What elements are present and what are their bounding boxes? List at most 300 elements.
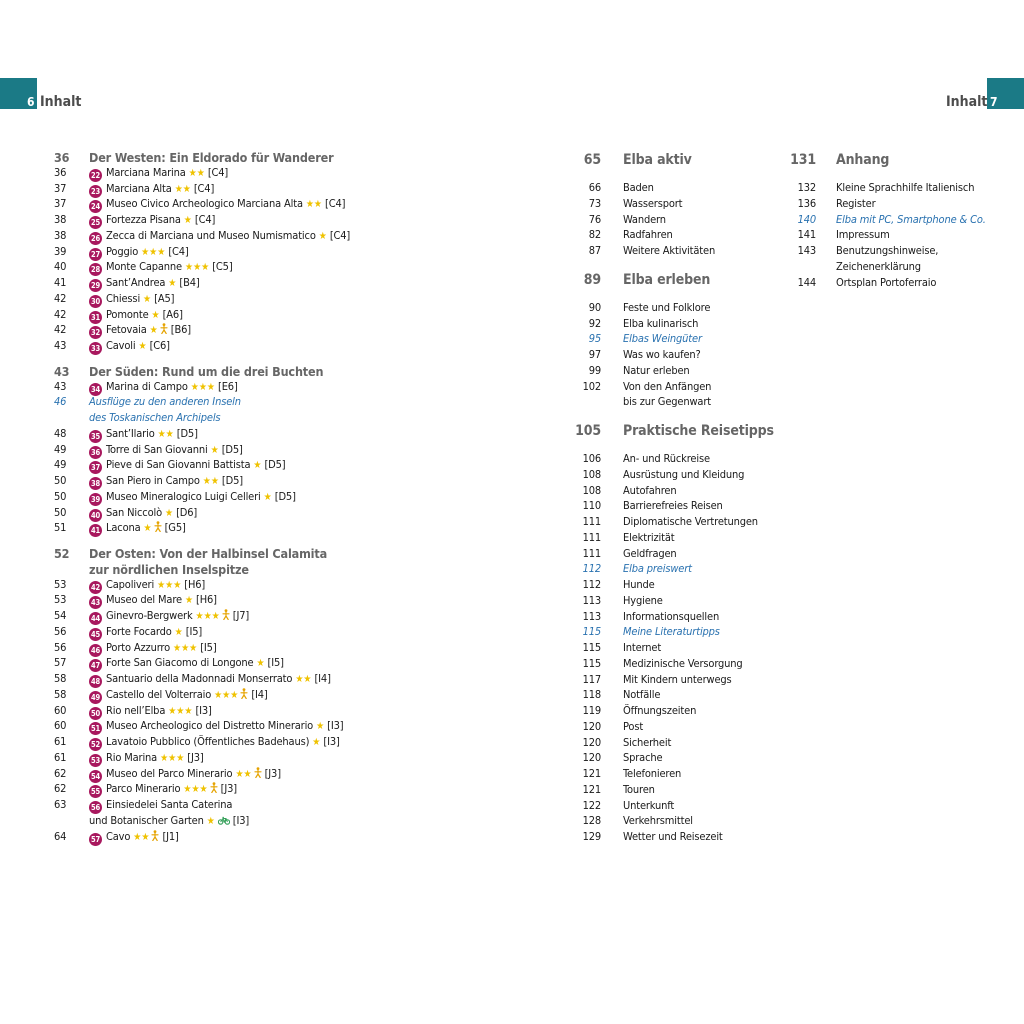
entry-title bbox=[623, 484, 676, 498]
entry-title bbox=[623, 688, 660, 702]
page-number: 144 bbox=[797, 276, 816, 289]
entry-text: Was wo kaufen? bbox=[623, 348, 701, 361]
entry-title bbox=[89, 641, 217, 657]
page-number: 39 bbox=[54, 245, 67, 258]
page-number: 111 bbox=[582, 547, 601, 560]
entry-title bbox=[89, 427, 198, 443]
entry-text: Der Osten: Von der Halbinsel Calamita bbox=[89, 546, 328, 561]
entry-title bbox=[623, 271, 710, 289]
numbered-circle-icon: 22 bbox=[90, 171, 101, 180]
entry-title bbox=[89, 704, 212, 720]
walking-figure-icon bbox=[240, 688, 248, 701]
entry-title bbox=[623, 380, 711, 394]
entry-title bbox=[623, 468, 744, 482]
entry-text: Ortsplan Portoferraio bbox=[836, 276, 937, 289]
entry-text: Unterkunft bbox=[623, 799, 675, 812]
entry-text: Museo Mineralogico Luigi Celleri bbox=[106, 490, 261, 503]
star-icon: ★ bbox=[183, 215, 192, 226]
entry-text: Elba aktiv bbox=[623, 152, 692, 168]
entry-title bbox=[89, 276, 200, 292]
entry-title bbox=[623, 395, 711, 409]
star-icon: ★ bbox=[174, 627, 183, 638]
page-number: 117 bbox=[582, 673, 601, 686]
page-number: 65 bbox=[583, 152, 601, 168]
entry-title bbox=[623, 317, 698, 331]
star-icon: ★★ bbox=[305, 199, 322, 210]
star-icon: ★★ bbox=[295, 674, 312, 685]
entry-title bbox=[623, 332, 702, 346]
page-number: 129 bbox=[582, 830, 601, 843]
entry-title bbox=[89, 182, 214, 198]
numbered-circle-icon: 30 bbox=[90, 297, 101, 306]
page-number: 54 bbox=[54, 609, 67, 622]
entry-title bbox=[89, 767, 281, 783]
page-number: 63 bbox=[54, 798, 67, 811]
entry-text: Wetter und Reisezeit bbox=[623, 830, 723, 843]
page-number: 36 bbox=[54, 166, 67, 179]
star-icon: ★ bbox=[138, 341, 147, 352]
numbered-circle-icon: 24 bbox=[90, 202, 101, 211]
walking-figure-icon bbox=[254, 767, 262, 780]
page-number: 50 bbox=[54, 490, 67, 503]
page-number: 58 bbox=[54, 688, 67, 701]
page-number: 38 bbox=[54, 229, 67, 242]
numbered-circle-icon: 26 bbox=[90, 234, 101, 243]
star-icon: ★ bbox=[165, 508, 174, 519]
numbered-circle-icon: 39 bbox=[90, 495, 101, 504]
map-grid-reference: [A6] bbox=[162, 308, 183, 321]
entry-title bbox=[623, 704, 696, 718]
page-number: 60 bbox=[54, 719, 67, 732]
page-number: 43 bbox=[54, 380, 67, 393]
entry-title bbox=[89, 245, 189, 261]
entry-title bbox=[836, 151, 889, 169]
entry-title bbox=[623, 641, 661, 655]
entry-title bbox=[623, 610, 719, 624]
map-grid-reference: [I4] bbox=[251, 688, 268, 701]
map-grid-reference: [I5] bbox=[267, 656, 284, 669]
entry-text: Forte San Giacomo di Longone bbox=[106, 656, 254, 669]
entry-title bbox=[89, 562, 249, 578]
entry-text: Sant’Andrea bbox=[106, 276, 166, 289]
entry-text: Zecca di Marciana und Museo Numismatico bbox=[106, 229, 316, 242]
map-grid-reference: [C5] bbox=[212, 260, 233, 273]
page-number: 56 bbox=[54, 625, 67, 638]
entry-title bbox=[89, 292, 174, 308]
entry-text: Marciana Alta bbox=[106, 182, 172, 195]
entry-title bbox=[623, 720, 643, 734]
page-number: 52 bbox=[54, 546, 70, 561]
page-number-right: 7 bbox=[990, 95, 998, 109]
entry-title bbox=[623, 814, 693, 828]
entry-title bbox=[89, 229, 350, 245]
star-icon: ★ bbox=[143, 294, 152, 305]
entry-text: bis zur Gegenwart bbox=[623, 395, 711, 408]
star-icon: ★ bbox=[256, 658, 265, 669]
entry-title bbox=[623, 228, 673, 242]
page-number: 128 bbox=[582, 814, 601, 827]
numbered-circle-icon: 51 bbox=[90, 724, 101, 733]
entry-text: Rio nell’Elba bbox=[106, 704, 166, 717]
entry-title bbox=[89, 688, 268, 704]
entry-text: Parco Minerario bbox=[106, 782, 181, 795]
map-grid-reference: [I3] bbox=[323, 735, 340, 748]
entry-text: Register bbox=[836, 197, 876, 210]
numbered-circle-icon: 56 bbox=[90, 803, 101, 812]
entry-text: Mit Kindern unterwegs bbox=[623, 673, 732, 686]
entry-title bbox=[89, 830, 179, 846]
numbered-circle-icon: 25 bbox=[90, 218, 101, 227]
map-grid-reference: [J1] bbox=[162, 830, 179, 843]
entry-text: Wandern bbox=[623, 213, 666, 226]
entry-text: Elba mit PC, Smartphone & Co. bbox=[836, 213, 986, 226]
star-icon: ★★ bbox=[202, 476, 219, 487]
page-number: 42 bbox=[54, 292, 67, 305]
page-number: 89 bbox=[583, 272, 601, 288]
page-number: 46 bbox=[54, 395, 67, 408]
page-number: 99 bbox=[588, 364, 601, 377]
entry-text: Diplomatische Vertretungen bbox=[623, 515, 758, 528]
entry-text: Meine Literaturtipps bbox=[623, 625, 720, 638]
entry-text: Informationsquellen bbox=[623, 610, 720, 623]
page-number: 50 bbox=[54, 506, 67, 519]
entry-title bbox=[89, 150, 334, 166]
page-number: 51 bbox=[54, 521, 67, 534]
entry-title bbox=[89, 411, 220, 425]
entry-text: Museo Archeologico del Distretto Minerario bbox=[106, 719, 314, 732]
entry-title bbox=[623, 594, 663, 608]
entry-title bbox=[623, 625, 720, 639]
entry-title bbox=[623, 197, 682, 211]
entry-text: Fortezza Pisana bbox=[106, 213, 181, 226]
page-number: 40 bbox=[54, 260, 67, 273]
entry-title bbox=[89, 474, 243, 490]
page-number: 36 bbox=[54, 150, 70, 165]
map-grid-reference: [C4] bbox=[325, 197, 346, 210]
star-icon: ★★★ bbox=[214, 690, 239, 701]
entry-title bbox=[89, 339, 170, 355]
entry-text: Natur erleben bbox=[623, 364, 690, 377]
entry-title bbox=[623, 151, 692, 169]
entry-title bbox=[623, 578, 655, 592]
numbered-circle-icon: 34 bbox=[90, 385, 101, 394]
page-number: 121 bbox=[582, 783, 601, 796]
page-number: 50 bbox=[54, 474, 67, 487]
entry-text: Radfahren bbox=[623, 228, 673, 241]
map-grid-reference: [I4] bbox=[314, 672, 331, 685]
entry-text: Anhang bbox=[836, 152, 890, 168]
entry-text: An- und Rückreise bbox=[623, 452, 710, 465]
numbered-circle-icon: 50 bbox=[90, 709, 101, 718]
entry-title bbox=[623, 547, 677, 561]
entry-title bbox=[89, 719, 344, 735]
page-number: 119 bbox=[582, 704, 601, 717]
entry-text: Museo del Mare bbox=[106, 593, 182, 606]
entry-title bbox=[89, 814, 249, 829]
page-number: 113 bbox=[582, 594, 601, 607]
numbered-circle-icon: 32 bbox=[90, 328, 101, 337]
entry-text: Elektrizität bbox=[623, 531, 675, 544]
entry-title bbox=[89, 609, 249, 625]
star-icon: ★★ bbox=[174, 184, 191, 195]
walking-figure-icon bbox=[154, 521, 162, 534]
running-title-left: Inhalt bbox=[40, 94, 82, 110]
entry-text: Elbas Weingüter bbox=[623, 332, 702, 345]
entry-title bbox=[623, 531, 674, 545]
page-number: 73 bbox=[588, 197, 601, 210]
entry-text: Lacona bbox=[106, 521, 141, 534]
page-number: 56 bbox=[54, 641, 67, 654]
entry-text: Forte Focardo bbox=[106, 625, 172, 638]
star-icon: ★ bbox=[168, 278, 177, 289]
entry-text: Impressum bbox=[836, 228, 890, 241]
page-number: 41 bbox=[54, 276, 67, 289]
walking-figure-icon bbox=[222, 609, 230, 622]
entry-text: Torre di San Giovanni bbox=[106, 443, 208, 456]
entry-text: Telefonieren bbox=[623, 767, 682, 780]
star-icon: ★★★ bbox=[195, 611, 220, 622]
entry-text: Zeichenerklärung bbox=[836, 260, 921, 273]
star-icon: ★ bbox=[318, 231, 327, 242]
page-number: 62 bbox=[54, 767, 67, 780]
entry-text: Sicherheit bbox=[623, 736, 672, 749]
entry-text: Marina di Campo bbox=[106, 380, 188, 393]
entry-title bbox=[836, 228, 890, 242]
entry-text: Der Süden: Rund um die drei Buchten bbox=[89, 364, 324, 379]
numbered-circle-icon: 38 bbox=[90, 479, 101, 488]
entry-text: Hygiene bbox=[623, 594, 663, 607]
entry-text: Pieve di San Giovanni Battista bbox=[106, 458, 251, 471]
entry-title bbox=[89, 458, 286, 474]
page-number: 49 bbox=[54, 458, 67, 471]
page-number: 113 bbox=[582, 610, 601, 623]
page-number: 120 bbox=[582, 736, 601, 749]
entry-text: Marciana Marina bbox=[106, 166, 186, 179]
page-number: 108 bbox=[582, 484, 601, 497]
star-icon: ★ bbox=[143, 523, 152, 534]
entry-text: Monte Capanne bbox=[106, 260, 182, 273]
entry-title bbox=[836, 260, 921, 274]
entry-text: Castello del Volterraio bbox=[106, 688, 212, 701]
entry-text: Lavatoio Pubblico (Öffentliches Badehaus) bbox=[106, 735, 310, 748]
page-number: 102 bbox=[582, 380, 601, 393]
entry-text: Hunde bbox=[623, 578, 655, 591]
entry-title bbox=[623, 515, 758, 529]
numbered-circle-icon: 57 bbox=[90, 835, 101, 844]
entry-title bbox=[836, 181, 974, 195]
numbered-circle-icon: 44 bbox=[90, 614, 101, 623]
page-number: 92 bbox=[588, 317, 601, 330]
entry-text: San Niccolò bbox=[106, 506, 163, 519]
numbered-circle-icon: 49 bbox=[90, 693, 101, 702]
page-number: 61 bbox=[54, 735, 67, 748]
entry-title bbox=[623, 244, 715, 258]
numbered-circle-icon: 31 bbox=[90, 313, 101, 322]
map-grid-reference: [J3] bbox=[220, 782, 237, 795]
map-grid-reference: [I3] bbox=[327, 719, 344, 732]
entry-title bbox=[89, 546, 327, 562]
entry-text: Chiessi bbox=[106, 292, 141, 305]
star-icon: ★★★ bbox=[157, 580, 182, 591]
entry-title bbox=[623, 830, 723, 844]
map-grid-reference: [C4] bbox=[168, 245, 189, 258]
page-number: 62 bbox=[54, 782, 67, 795]
bicycle-icon bbox=[218, 816, 230, 827]
running-title-right: Inhalt bbox=[946, 94, 988, 110]
entry-title bbox=[89, 506, 197, 522]
entry-title bbox=[623, 767, 681, 781]
entry-title bbox=[623, 736, 671, 750]
map-grid-reference: [I5] bbox=[200, 641, 217, 654]
map-grid-reference: [H6] bbox=[196, 593, 217, 606]
page-number: 110 bbox=[582, 499, 601, 512]
entry-text: Porto Azzurro bbox=[106, 641, 170, 654]
entry-text: Verkehrsmittel bbox=[623, 814, 693, 827]
entry-title bbox=[89, 364, 323, 380]
entry-title bbox=[623, 181, 654, 195]
numbered-circle-icon: 45 bbox=[90, 630, 101, 639]
entry-text: Barrierefreies Reisen bbox=[623, 499, 723, 512]
entry-title bbox=[89, 308, 183, 324]
entry-title bbox=[89, 735, 340, 751]
entry-title bbox=[89, 593, 217, 609]
entry-title bbox=[89, 521, 186, 537]
entry-text: Touren bbox=[623, 783, 655, 796]
entry-text: Ginevro-Bergwerk bbox=[106, 609, 193, 622]
walking-figure-icon bbox=[151, 830, 159, 843]
map-grid-reference: [B6] bbox=[170, 323, 191, 336]
entry-text: Post bbox=[623, 720, 644, 733]
entry-title bbox=[89, 625, 202, 641]
page-number: 115 bbox=[582, 641, 601, 654]
numbered-circle-icon: 52 bbox=[90, 740, 101, 749]
page-number: 131 bbox=[790, 152, 816, 168]
entry-text: Capoliveri bbox=[106, 578, 155, 591]
entry-title bbox=[89, 782, 237, 798]
page-number: 132 bbox=[797, 181, 816, 194]
star-icon: ★ bbox=[253, 460, 262, 471]
map-grid-reference: [C4] bbox=[194, 213, 216, 226]
map-grid-reference: [B4] bbox=[179, 276, 200, 289]
page-number: 42 bbox=[54, 308, 67, 321]
star-icon: ★ bbox=[184, 595, 194, 606]
entry-text: Pomonte bbox=[106, 308, 149, 321]
star-icon: ★ bbox=[151, 310, 160, 321]
page-number: 66 bbox=[588, 181, 601, 194]
star-icon: ★ bbox=[206, 816, 215, 827]
page-number: 42 bbox=[54, 323, 67, 336]
page-number: 118 bbox=[582, 688, 601, 701]
map-grid-reference: [A5] bbox=[154, 292, 175, 305]
star-icon: ★★★ bbox=[183, 784, 208, 795]
page-number-left: 6 bbox=[27, 95, 35, 109]
entry-text: Von den Anfängen bbox=[623, 380, 712, 393]
entry-title bbox=[89, 260, 233, 276]
numbered-circle-icon: 43 bbox=[90, 598, 101, 607]
page-number: 57 bbox=[54, 656, 67, 669]
page-number: 61 bbox=[54, 751, 67, 764]
page-number: 43 bbox=[54, 339, 67, 352]
numbered-circle-icon: 37 bbox=[90, 463, 101, 472]
entry-title bbox=[89, 197, 345, 213]
entry-title bbox=[623, 452, 710, 466]
entry-text: Ausflüge zu den anderen Inseln bbox=[89, 395, 241, 408]
star-icon: ★★ bbox=[235, 769, 252, 780]
page-number: 37 bbox=[54, 197, 67, 210]
map-grid-reference: [D5] bbox=[274, 490, 296, 503]
page-number: 111 bbox=[582, 515, 601, 528]
page-number: 112 bbox=[582, 562, 601, 575]
star-icon: ★★ bbox=[157, 429, 174, 440]
entry-title bbox=[623, 657, 743, 671]
star-icon: ★ bbox=[263, 492, 272, 503]
page-number: 48 bbox=[54, 427, 67, 440]
page-number: 136 bbox=[797, 197, 816, 210]
page-number: 82 bbox=[588, 228, 601, 241]
numbered-circle-icon: 55 bbox=[90, 787, 101, 796]
walking-figure-icon bbox=[210, 782, 218, 795]
page-number: 90 bbox=[588, 301, 601, 314]
page-number: 38 bbox=[54, 213, 67, 226]
map-grid-reference: [C6] bbox=[149, 339, 170, 352]
entry-title bbox=[623, 364, 690, 378]
star-icon: ★ bbox=[312, 737, 321, 748]
entry-title bbox=[623, 422, 774, 440]
entry-text: Elba preiswert bbox=[623, 562, 692, 575]
entry-text: Öffnungszeiten bbox=[623, 704, 697, 717]
map-grid-reference: [C4] bbox=[207, 166, 229, 179]
entry-title bbox=[89, 751, 204, 767]
entry-text: Einsiedelei Santa Caterina bbox=[106, 798, 233, 811]
page-number: 53 bbox=[54, 593, 67, 606]
entry-text: Cavo bbox=[106, 830, 131, 843]
entry-text: Cavoli bbox=[106, 339, 136, 352]
page-number: 121 bbox=[582, 767, 601, 780]
entry-title bbox=[836, 244, 938, 258]
entry-text: Praktische Reisetipps bbox=[623, 423, 774, 439]
page-number: 37 bbox=[54, 182, 67, 195]
page-number: 120 bbox=[582, 720, 601, 733]
entry-text: Poggio bbox=[106, 245, 139, 258]
numbered-circle-icon: 54 bbox=[90, 772, 101, 781]
entry-text: Baden bbox=[623, 181, 654, 194]
entry-text: Internet bbox=[623, 641, 662, 654]
page-number: 87 bbox=[588, 244, 601, 257]
page-number: 141 bbox=[797, 228, 816, 241]
map-grid-reference: [C4] bbox=[329, 229, 351, 242]
map-grid-reference: [E6] bbox=[217, 380, 238, 393]
page-number: 140 bbox=[797, 213, 816, 226]
entry-text: des Toskanischen Archipels bbox=[89, 411, 221, 424]
page-number: 60 bbox=[54, 704, 67, 717]
numbered-circle-icon: 47 bbox=[90, 661, 101, 670]
entry-text: und Botanischer Garten bbox=[89, 814, 204, 827]
page-number: 53 bbox=[54, 578, 67, 591]
entry-title bbox=[623, 348, 701, 362]
star-icon: ★★ bbox=[133, 832, 150, 843]
page-number: 122 bbox=[582, 799, 601, 812]
numbered-circle-icon: 29 bbox=[90, 281, 101, 290]
entry-text: Sant’Ilario bbox=[106, 427, 155, 440]
walking-figure-icon bbox=[160, 323, 168, 336]
entry-title bbox=[89, 166, 228, 182]
entry-title bbox=[89, 395, 241, 409]
entry-title bbox=[623, 213, 666, 227]
page-number: 105 bbox=[575, 423, 601, 439]
map-grid-reference: [I5] bbox=[185, 625, 203, 638]
star-icon: ★★★ bbox=[173, 643, 198, 654]
entry-title bbox=[89, 578, 205, 594]
